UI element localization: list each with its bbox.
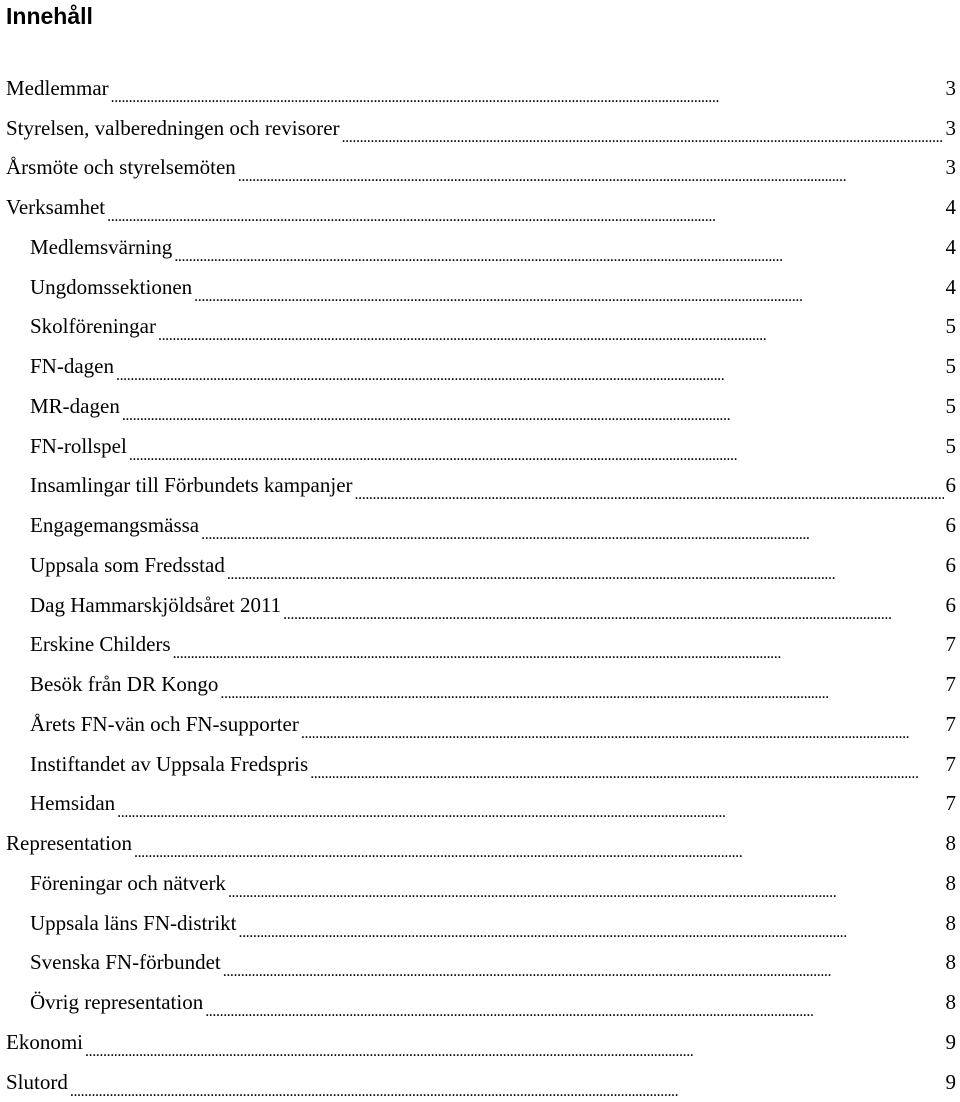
toc-page-number: 7 xyxy=(946,672,960,696)
toc-entry-title: Svenska FN-förbundet xyxy=(30,950,221,974)
toc-entry-title: FN-dagen xyxy=(30,354,114,378)
toc-entry-title: Föreningar och nätverk xyxy=(30,871,226,895)
toc-entry-title: Erskine Childers xyxy=(30,632,171,656)
toc-entry[interactable] xyxy=(6,704,960,744)
toc-entry-title: Hemsidan xyxy=(30,791,115,815)
dot-leader xyxy=(70,1077,944,1097)
dot-leader xyxy=(238,162,944,182)
toc-entry-title: Insamlingar till Förbundets kampanjer xyxy=(30,473,353,497)
toc-entry[interactable] xyxy=(6,982,960,1022)
toc-entry[interactable] xyxy=(6,1022,960,1062)
dot-leader xyxy=(310,759,943,779)
toc-entry-title: Årets FN-vän och FN-supporter xyxy=(30,712,299,736)
toc-entry[interactable] xyxy=(6,466,960,506)
toc-entry-title: Instiftandet av Uppsala Fredspris xyxy=(30,752,308,776)
dot-leader xyxy=(283,600,943,620)
toc-page-number: 7 xyxy=(946,791,960,815)
toc-entry[interactable] xyxy=(6,346,960,386)
toc-entry[interactable] xyxy=(6,823,960,863)
toc-entry[interactable] xyxy=(6,68,960,108)
toc-page-number: 8 xyxy=(946,871,960,895)
toc-entry-title: Slutord xyxy=(6,1070,68,1094)
toc-entry[interactable] xyxy=(6,307,960,347)
toc-page-number: 9 xyxy=(946,1030,960,1054)
dot-leader xyxy=(122,401,944,421)
dot-leader xyxy=(173,639,944,659)
toc-page-number: 7 xyxy=(946,632,960,656)
toc-page-number: 9 xyxy=(946,1070,960,1094)
dot-leader xyxy=(158,321,944,341)
dot-leader xyxy=(220,679,943,699)
toc-entry[interactable] xyxy=(6,903,960,943)
toc-entry[interactable] xyxy=(6,187,960,227)
toc-page-number: 5 xyxy=(946,394,960,418)
toc-page-number: 4 xyxy=(946,275,960,299)
toc-page-number: 6 xyxy=(946,473,960,497)
toc-entry-title: FN-rollspel xyxy=(30,434,127,458)
toc-entry-title: Skolföreningar xyxy=(30,314,156,338)
toc-entry[interactable] xyxy=(6,943,960,983)
toc-page-number: 3 xyxy=(946,76,960,100)
toc-entry[interactable] xyxy=(6,426,960,466)
toc-entry[interactable] xyxy=(6,664,960,704)
toc-entry-title: Ungdomssektionen xyxy=(30,275,192,299)
dot-leader xyxy=(205,997,943,1017)
toc-entry[interactable] xyxy=(6,227,960,267)
toc-entry-title: Årsmöte och styrelsemöten xyxy=(6,155,236,179)
toc-page-number: 6 xyxy=(946,593,960,617)
toc-page-number: 8 xyxy=(946,911,960,935)
dot-leader xyxy=(85,1037,944,1057)
toc-entry-title: Representation xyxy=(6,831,132,855)
dot-leader xyxy=(223,957,944,977)
toc-page-number: 3 xyxy=(946,155,960,179)
toc-entry[interactable] xyxy=(6,108,960,148)
toc-page-number: 7 xyxy=(946,712,960,736)
toc-entry-title: Uppsala läns FN-distrikt xyxy=(30,911,236,935)
toc-entry[interactable] xyxy=(6,386,960,426)
toc-entry[interactable] xyxy=(6,784,960,824)
toc-entry-title: Besök från DR Kongo xyxy=(30,672,218,696)
dot-leader xyxy=(238,918,943,938)
toc-page-number: 5 xyxy=(946,354,960,378)
toc-page-number: 6 xyxy=(946,513,960,537)
table-of-contents xyxy=(6,68,960,1102)
toc-page-number: 5 xyxy=(946,314,960,338)
toc-entry-title: Styrelsen, valberedningen och revisorer xyxy=(6,116,340,140)
toc-page-number: 8 xyxy=(946,831,960,855)
toc-entry-title: Ekonomi xyxy=(6,1030,83,1054)
toc-entry[interactable] xyxy=(6,585,960,625)
toc-entry-title: Övrig representation xyxy=(30,990,203,1014)
toc-page-number: 5 xyxy=(946,434,960,458)
toc-entry[interactable] xyxy=(6,545,960,585)
toc-entry[interactable] xyxy=(6,1062,960,1102)
dot-leader xyxy=(227,560,944,580)
toc-entry-title: Dag Hammarskjöldsåret 2011 xyxy=(30,593,281,617)
toc-entry[interactable] xyxy=(6,505,960,545)
toc-entry-title: Verksamhet xyxy=(6,195,105,219)
toc-page-number: 3 xyxy=(946,116,960,140)
toc-entry-title: Uppsala som Fredsstad xyxy=(30,553,225,577)
toc-entry-title: Engagemangsmässa xyxy=(30,513,199,537)
dot-leader xyxy=(116,361,944,381)
toc-heading: Innehåll xyxy=(6,2,93,30)
toc-page-number: 8 xyxy=(946,990,960,1014)
toc-entry[interactable] xyxy=(6,863,960,903)
dot-leader xyxy=(355,480,944,500)
toc-page-number: 7 xyxy=(946,752,960,776)
dot-leader xyxy=(228,878,944,898)
dot-leader xyxy=(134,838,944,858)
toc-entry[interactable] xyxy=(6,267,960,307)
toc-page-number: 4 xyxy=(946,235,960,259)
toc-page-number: 4 xyxy=(946,195,960,219)
dot-leader xyxy=(194,282,943,302)
toc-entry-title: MR-dagen xyxy=(30,394,120,418)
toc-entry[interactable] xyxy=(6,744,960,784)
dot-leader xyxy=(174,242,943,262)
dot-leader xyxy=(301,719,944,739)
toc-entry-title: Medlemmar xyxy=(6,76,109,100)
dot-leader xyxy=(117,798,943,818)
dot-leader xyxy=(111,83,944,103)
dot-leader xyxy=(107,202,943,222)
toc-entry[interactable] xyxy=(6,625,960,665)
toc-page-number: 6 xyxy=(946,553,960,577)
dot-leader xyxy=(342,123,944,143)
toc-entry[interactable] xyxy=(6,148,960,188)
toc-page-number: 8 xyxy=(946,950,960,974)
dot-leader xyxy=(201,520,943,540)
dot-leader xyxy=(129,441,944,461)
toc-entry-title: Medlemsvärning xyxy=(30,235,172,259)
